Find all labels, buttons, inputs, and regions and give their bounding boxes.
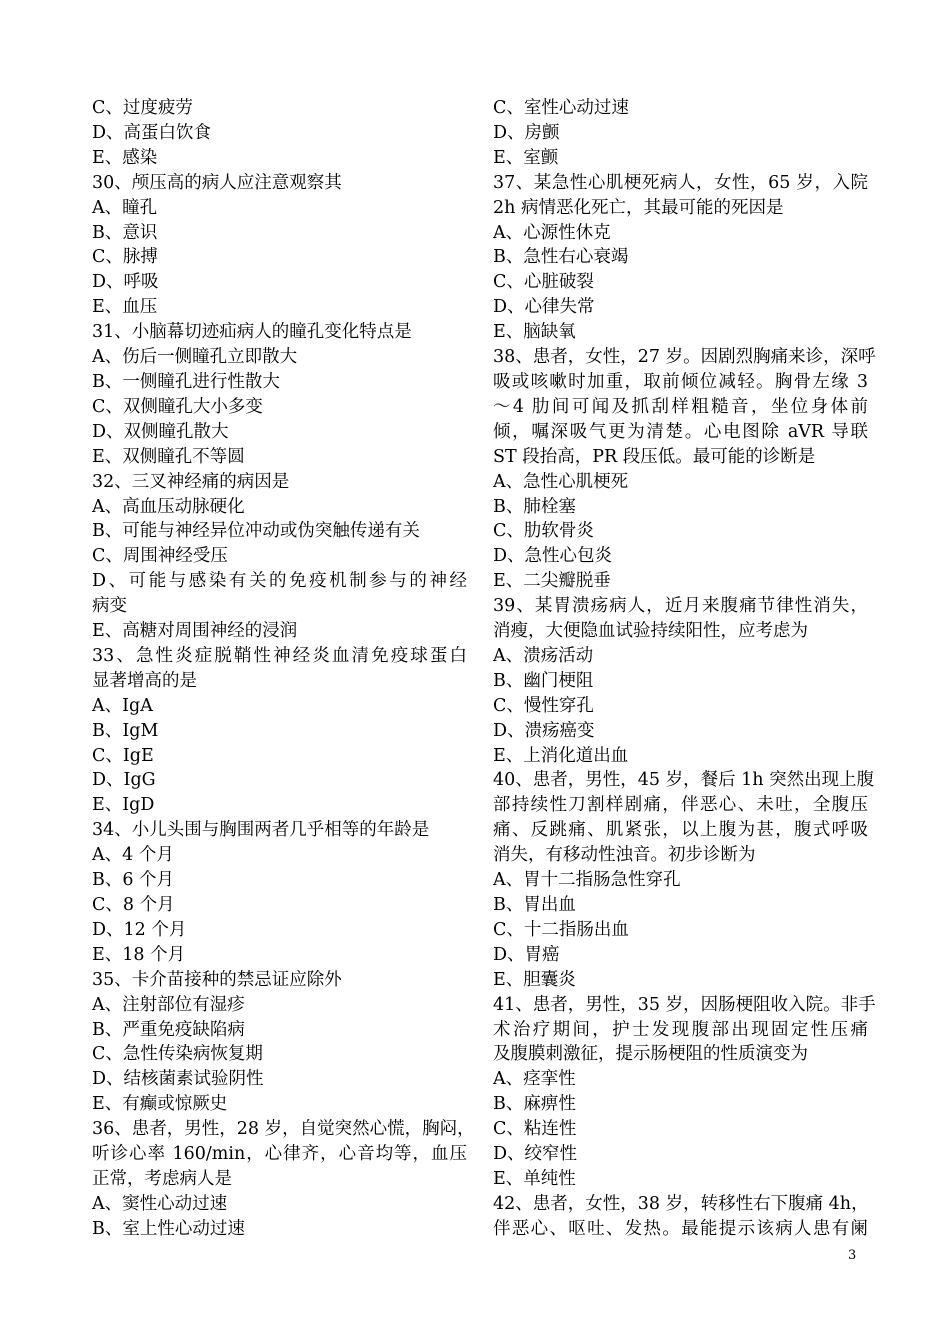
text-line: E、感染 [92, 147, 158, 168]
text-line: B、6 个月 [92, 870, 175, 891]
text-line: A、瞳孔 [92, 197, 158, 218]
text-line: C、肋软骨炎 [493, 521, 594, 542]
text-line: 听诊心率 160/min，心律齐，心音均等，血压 [92, 1144, 467, 1165]
text-line: B、幽门梗阻 [493, 670, 594, 691]
text-line: E、上消化道出血 [493, 745, 629, 766]
text-line: C、室性心动过速 [493, 98, 629, 118]
text-line: A、心源性休克 [493, 222, 611, 243]
text-line: B、IgM [92, 720, 159, 741]
text-line: E、血压 [92, 297, 158, 318]
text-line: C、IgE [92, 745, 154, 766]
text-line: C、心脏破裂 [493, 272, 594, 293]
text-line: 病变 [92, 596, 127, 617]
text-line: D、绞窄性 [493, 1144, 578, 1165]
text-line: C、急性传染病恢复期 [92, 1044, 263, 1065]
text-line: C、脉搏 [92, 247, 158, 268]
text-line: C、粘连性 [493, 1119, 577, 1140]
text-line: 显著增高的是 [92, 670, 197, 691]
text-line: A、高血压动脉硬化 [92, 496, 245, 517]
text-line: 正常，考虑病人是 [92, 1168, 232, 1189]
text-line: 倾，嘱深吸气更为清楚。心电图除 aVR 导联 [493, 421, 868, 442]
text-line: 33、急性炎症脱鞘性神经炎血清免疫球蛋白 [92, 645, 467, 666]
text-line: C、十二指肠出血 [493, 919, 629, 940]
text-line: A、痉挛性 [493, 1069, 576, 1090]
text-line: 35、卡介苗接种的禁忌证应除外 [92, 969, 342, 990]
text-line: B、可能与神经异位冲动或伪突触传递有关 [92, 521, 420, 542]
text-line: A、胃十二指肠急性穿孔 [493, 870, 681, 891]
text-line: 34、小儿头围与胸围两者几乎相等的年龄是 [92, 820, 430, 841]
text-line: ～4 肋间可闻及抓刮样粗糙音，坐位身体前 [493, 396, 868, 417]
text-line: D、高蛋白饮食 [92, 122, 212, 143]
text-line: 32、三叉神经痛的病因是 [92, 471, 290, 492]
text-line: 消失，有移动性浊音。初步诊断为 [493, 845, 756, 866]
text-line: A、急性心肌梗死 [493, 471, 629, 492]
text-line: 及腹膜刺激征，提示肠梗阻的性质演变为 [493, 1044, 808, 1065]
text-line: A、IgA [92, 695, 153, 716]
text-line: B、室上性心动过速 [92, 1218, 245, 1239]
text-line: B、麻痹性 [493, 1094, 576, 1115]
text-line: 36、患者，男性，28 岁，自觉突然心慌，胸闷， [92, 1119, 475, 1140]
text-line: A、伤后一侧瞳孔立即散大 [92, 347, 298, 368]
text-line: C、8 个月 [92, 895, 175, 915]
right-column [493, 96, 876, 1242]
text-line: 吸或咳嗽时加重，取前倾位减轻。胸骨左缘 3 [493, 371, 868, 392]
text-line: 37、某急性心肌梗死病人，女性，65 岁，入院 [493, 172, 868, 193]
text-line: D、结核菌素试验阴性 [92, 1069, 264, 1090]
text-line: E、脑缺氧 [493, 322, 576, 343]
text-line: D、急性心包炎 [493, 546, 613, 567]
text-line: 30、颅压高的病人应注意观察其 [92, 172, 342, 193]
text-line: 伴恶心、呕吐、发热。最能提示该病人患有阑 [493, 1218, 868, 1239]
text-line: B、意识 [92, 222, 158, 243]
text-line: C、周围神经受压 [92, 546, 228, 567]
text-line: 42、患者，女性，38 岁，转移性右下腹痛 4h， [493, 1193, 869, 1214]
text-line: B、急性右心衰竭 [493, 247, 629, 268]
text-line: ST 段抬高，PR 段压低。最可能的诊断是 [493, 446, 816, 467]
text-line: D、双侧瞳孔散大 [92, 421, 229, 442]
text-line: B、一侧瞳孔进行性散大 [92, 371, 280, 392]
text-line: E、18 个月 [92, 944, 186, 965]
text-line: B、肺栓塞 [493, 496, 576, 517]
text-line: E、双侧瞳孔不等圆 [92, 446, 245, 467]
text-line: D、胃癌 [493, 944, 560, 965]
text-line: 40、患者，男性，45 岁，餐后 1h 突然出现上腹 [493, 770, 875, 791]
text-line: 2h 病情恶化死亡，其最可能的死因是 [493, 197, 784, 218]
text-line: E、二尖瓣脱垂 [493, 571, 611, 592]
left-column [92, 96, 475, 1242]
text-line: E、IgD [92, 795, 155, 816]
text-line: 39、某胃溃疡病人，近月来腹痛节律性消失， [493, 596, 868, 617]
text-line: D、心律失常 [493, 297, 595, 318]
text-line: D、IgG [92, 770, 156, 791]
text-line: D、12 个月 [92, 919, 187, 940]
text-line: E、单纯性 [493, 1168, 576, 1189]
text-line: C、过度疲劳 [92, 98, 193, 118]
text-line: E、胆囊炎 [493, 969, 576, 990]
text-line: A、窦性心动过速 [92, 1193, 228, 1214]
text-line: A、溃疡活动 [493, 645, 594, 666]
text-line: D、房颤 [493, 122, 560, 143]
text-line: D、呼吸 [92, 272, 159, 293]
text-line: A、注射部位有湿疹 [92, 994, 245, 1015]
text-line: E、有癫或惊厥史 [92, 1094, 228, 1115]
text-line: D、可能与感染有关的免疫机制参与的神经 [92, 571, 467, 592]
text-line: 31、小脑幕切迹疝病人的瞳孔变化特点是 [92, 322, 412, 343]
text-line: D、溃疡癌变 [493, 720, 595, 741]
text-line: 38、患者，女性，27 岁。因剧烈胸痛来诊，深呼 [493, 347, 876, 368]
page-number: 3 [848, 1248, 857, 1263]
text-line: 部持续性刀割样剧痛，伴恶心、未吐，全腹压 [493, 795, 868, 816]
text-line: 术治疗期间，护士发现腹部出现固定性压痛 [493, 1019, 868, 1040]
text-line: B、严重免疫缺陷病 [92, 1019, 245, 1040]
text-line: E、高糖对周围神经的浸润 [92, 621, 298, 642]
text-line: 痛、反跳痛、肌紧张，以上腹为甚，腹式呼吸 [493, 820, 868, 841]
text-line: 消瘦，大便隐血试验持续阳性，应考虑为 [493, 621, 808, 642]
text-line: A、4 个月 [92, 845, 174, 866]
text-line: B、胃出血 [493, 895, 576, 915]
text-line: C、慢性穿孔 [493, 695, 594, 716]
text-line: E、室颤 [493, 147, 559, 168]
text-line: 41、患者，男性，35 岁，因肠梗阻收入院。非手 [493, 994, 876, 1015]
text-line: C、双侧瞳孔大小多变 [92, 396, 263, 417]
